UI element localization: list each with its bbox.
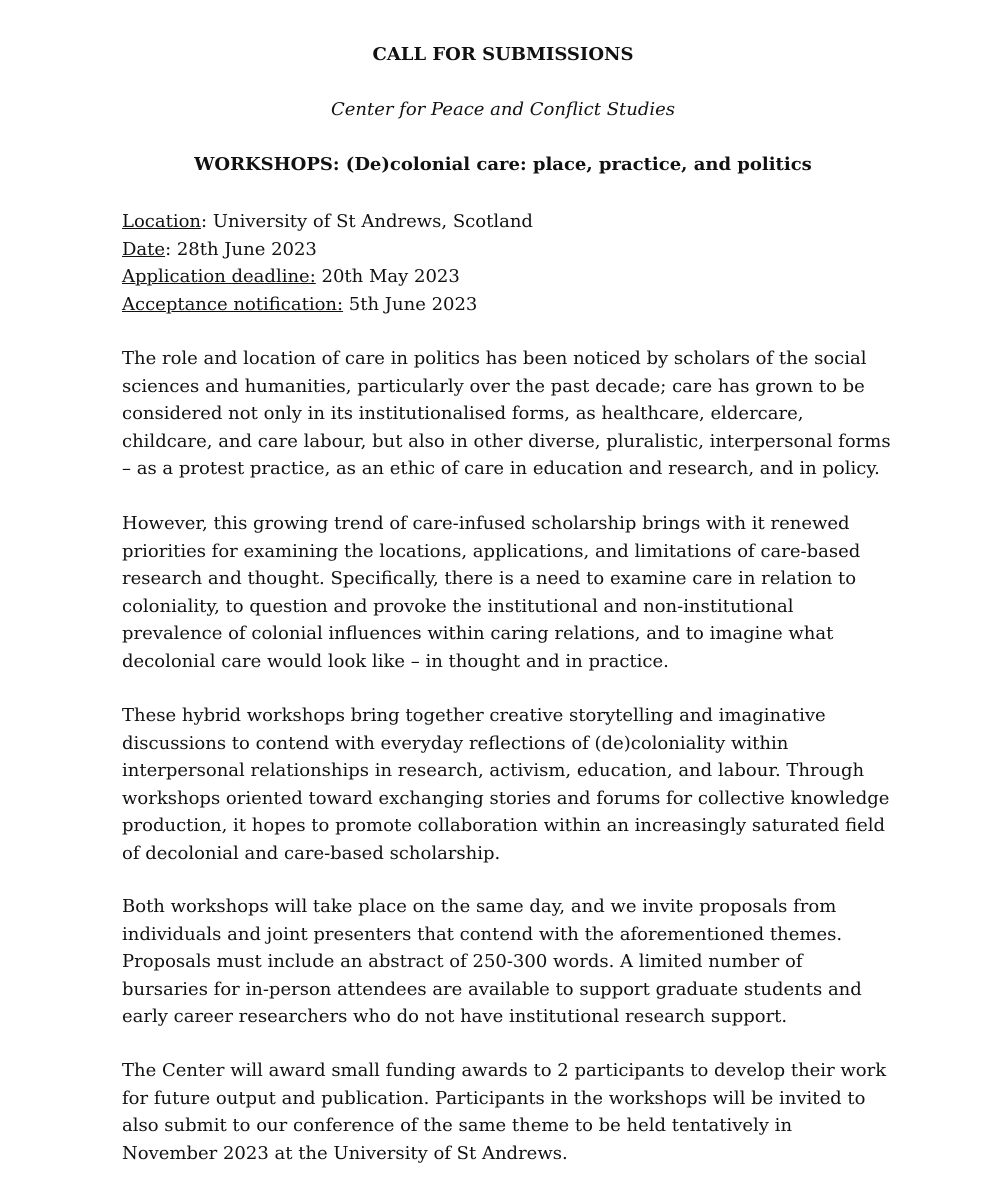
- paragraph-proposals: Both workshops will take place on the same day, and we invite proposals from individuals and joint presenters that contend with the aforementioned themes. Proposals must include an abstract of 250-300 words. A limited number of bursaries for in-person attendees are available to support graduate students and early career researchers who do not have institutional research support.: [122, 896, 862, 1027]
- date-label: Date: [122, 238, 166, 260]
- event-details: [122, 208, 533, 318]
- document-title: CALL FOR SUBMISSIONS: [372, 44, 634, 65]
- notification-value: 5th June 2023: [343, 293, 478, 315]
- paragraph-hybrid-workshops: These hybrid workshops bring together creative storytelling and imaginative discussions to contend with everyday reflections of (de)coloniality within interpersonal relationships in research, activism, education, and labour. Through workshops oriented toward exchanging stories and forums for collective knowledge production, it hopes to promote collaboration within an increasingly saturated field of decolonial and care-based scholarship.: [122, 705, 890, 864]
- deadline-label: Application deadline:: [122, 266, 316, 287]
- paragraph-care-scholarship: However, this growing trend of care-infused scholarship brings with it renewed priorities for examining the locations, applications, and limitations of care-based research and thought. Specifically, there is a need to examine care in relation to coloniality, to question and provoke the institutional and non-institutional prevalence of colonial influences within caring relations, and to imagine what decolonial care would look like – in thought and in practice.: [122, 513, 861, 672]
- location-value: : University of St Andrews, Scotland: [201, 211, 533, 232]
- paragraph-funding-awards: The Center will award small funding awards to 2 participants to develop their work for future output and publication. Participants in the workshops will be invited to also submit to our conference of the same theme to be held tentatively in November 2023 at the University of St Andrews.: [122, 1060, 887, 1164]
- location-label: Location: [122, 211, 202, 232]
- date-value: : 28th June 2023: [165, 238, 317, 260]
- notification-row: [122, 291, 533, 319]
- notification-label: Acceptance notification:: [122, 293, 344, 315]
- paragraph-care-in-politics: The role and location of care in politics has been noticed by scholars of the social sciences and humanities, particularly over the past decade; care has grown to be considered not only in its institutionalised forms, as healthcare, eldercare, childcare, and care labour, but also in other diverse, pluralistic, interpersonal forms – as a protest practice, as an ethic of care in education and research, and in policy.: [122, 348, 891, 479]
- location-row: [122, 208, 533, 236]
- deadline-row: [122, 263, 533, 291]
- date-row: [122, 236, 533, 264]
- deadline-value: 20th May 2023: [315, 266, 460, 287]
- organization-name: Center for Peace and Conflict Studies: [330, 99, 676, 120]
- workshop-title: WORKSHOPS: (De)colonial care: place, practice, and politics: [194, 154, 812, 175]
